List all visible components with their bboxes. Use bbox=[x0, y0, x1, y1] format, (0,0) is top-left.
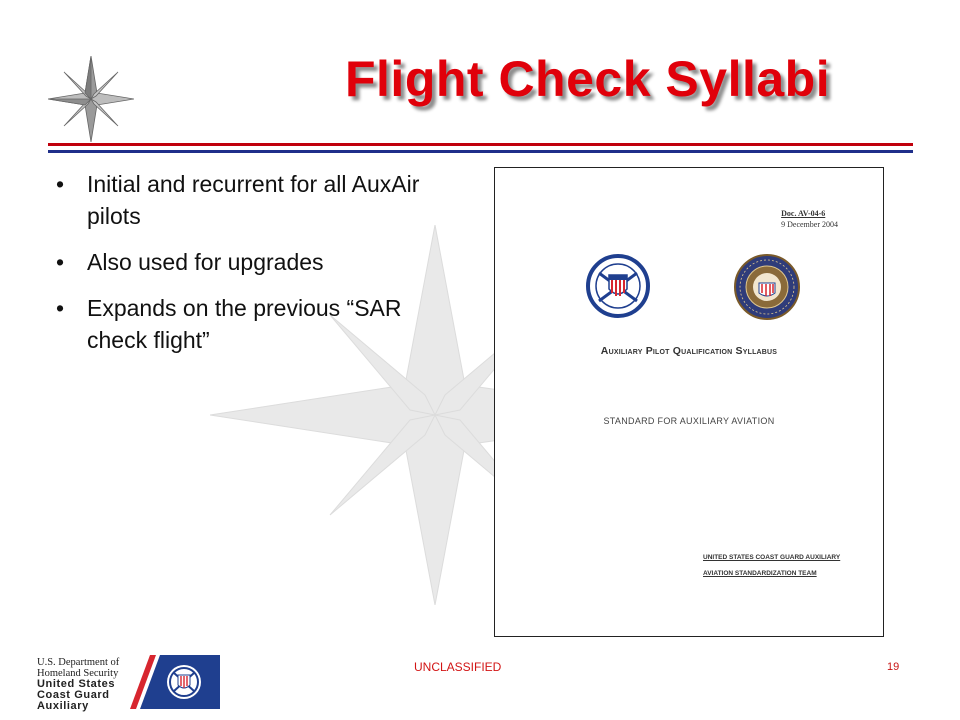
dhs-wordmark bbox=[37, 657, 137, 712]
bullet-text: Expands on the previous “SAR check flight” bbox=[87, 295, 402, 353]
bullet-glyph: • bbox=[56, 249, 65, 275]
document-reference bbox=[781, 208, 838, 230]
slide-title: Flight Check Syllabi bbox=[345, 51, 831, 107]
bullet-list bbox=[56, 168, 456, 370]
classification-label: UNCLASSIFIED bbox=[414, 660, 502, 674]
coast-guard-line: Auxiliary bbox=[37, 700, 89, 712]
title-divider-blue bbox=[48, 150, 913, 153]
document-org-line: UNITED STATES COAST GUARD AUXILIARY bbox=[703, 554, 841, 561]
bullet-item bbox=[56, 168, 456, 232]
coast-guard-line: United States bbox=[37, 678, 116, 690]
bullet-text: Initial and recurrent for all AuxAir pilots bbox=[87, 171, 420, 229]
document-subheading: STANDARD FOR AUXILIARY AVIATION bbox=[603, 416, 775, 426]
bullet-glyph: • bbox=[56, 295, 65, 321]
document-date: 9 December 2004 bbox=[781, 220, 838, 229]
compass-logo-icon bbox=[48, 56, 134, 142]
dhs-line: Homeland Security bbox=[37, 668, 119, 679]
page-number: 19 bbox=[887, 661, 900, 673]
document-heading: Auxiliary Pilot Qualification Syllabus bbox=[600, 345, 778, 357]
bullet-item bbox=[56, 246, 456, 278]
bullet-item bbox=[56, 292, 456, 356]
coast-guard-line: Coast Guard bbox=[37, 689, 110, 701]
document-team-line: AVIATION STANDARDIZATION TEAM bbox=[703, 570, 817, 577]
dhs-line: U.S. Department of bbox=[37, 657, 120, 668]
bullet-glyph: • bbox=[56, 171, 65, 197]
coast-guard-seal-icon bbox=[585, 253, 651, 319]
coast-guard-stripe-logo-icon bbox=[128, 655, 220, 709]
title-divider-red bbox=[48, 143, 913, 146]
document-id: Doc. AV-04-6 bbox=[781, 209, 826, 218]
auxiliary-seal-icon bbox=[733, 253, 801, 321]
syllabus-cover-image bbox=[494, 167, 884, 637]
bullet-text: Also used for upgrades bbox=[87, 249, 324, 275]
